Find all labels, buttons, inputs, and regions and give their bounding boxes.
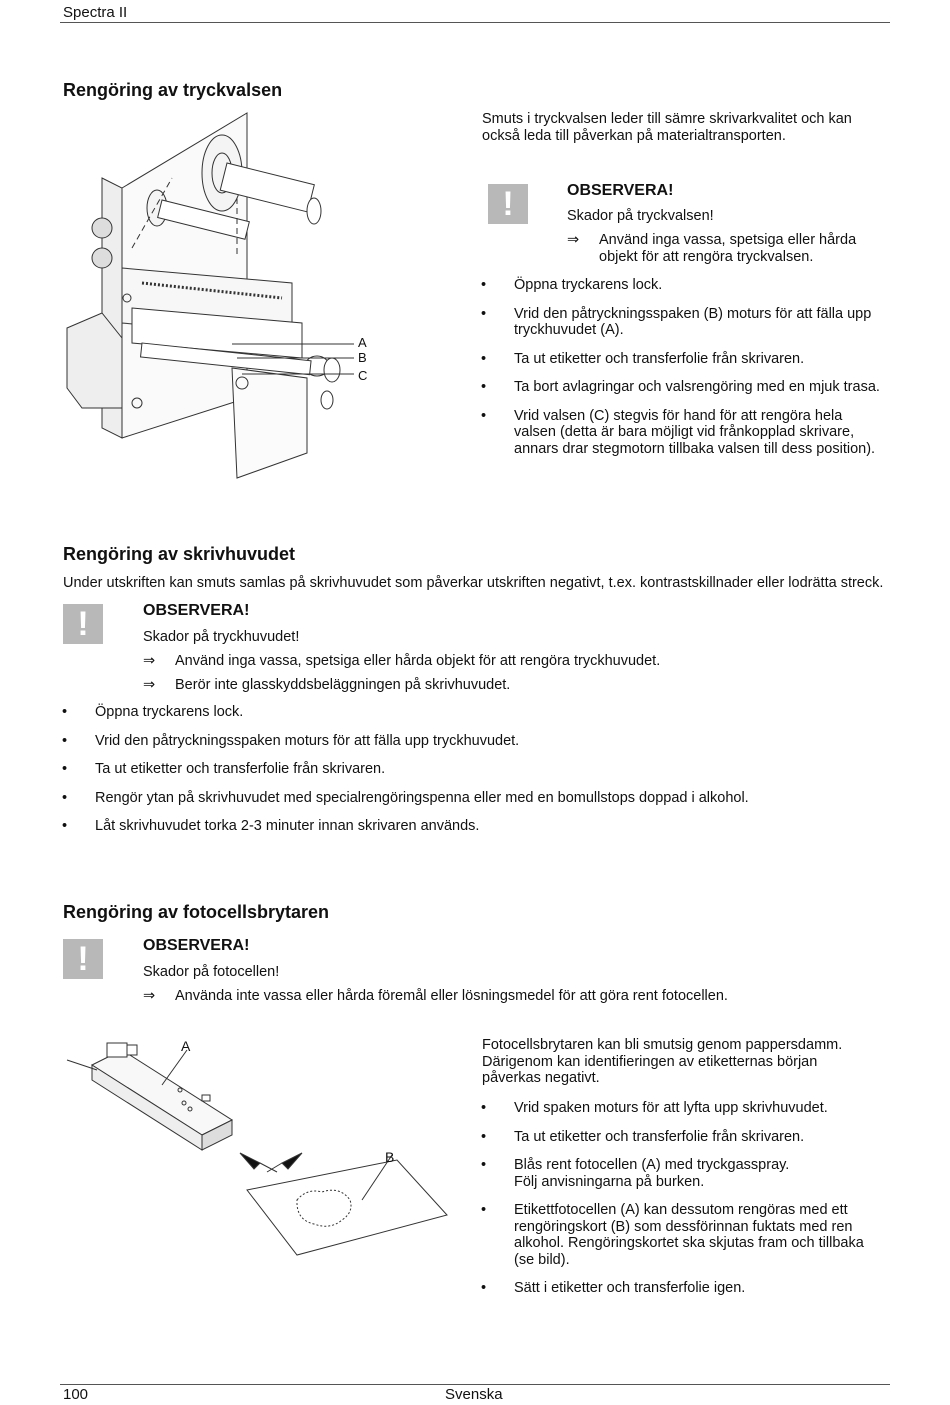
warning-arrow-list	[567, 232, 869, 265]
list-item: • Vrid spaken moturs för att lyfta upp skrivhuvudet.	[481, 1100, 828, 1116]
warning-arrow-item: ⇒ Berör inte glasskyddsbeläggningen på skrivhuvudet.	[143, 676, 511, 693]
header-divider	[60, 22, 890, 23]
list-item: • Ta bort avlagringar och valsrengöring med en mjuk trasa.	[481, 379, 880, 395]
warning-icon	[488, 184, 528, 224]
exclamation-icon: !	[502, 185, 514, 223]
arrow-icon: ⇒	[567, 232, 580, 248]
warning-arrow-list	[143, 988, 875, 1005]
warning-icon	[63, 939, 103, 979]
warning-subtitle: Skador på fotocellen!	[143, 964, 280, 980]
list-item: • Rengör ytan på skrivhuvudet med specialrengöringspenna eller med en bomullstops doppad i alkohol.	[62, 789, 749, 806]
section-title-tryckvalsen: Rengöring av tryckvalsen	[63, 80, 283, 100]
list-item: • Öppna tryckarens lock.	[62, 704, 244, 720]
warning-title: OBSERVERA!	[567, 182, 674, 199]
list-item: • Ta ut etiketter och transferfolie från skrivaren.	[62, 761, 386, 777]
list-item: • Vrid den påtryckningsspaken (B) moturs för att fälla upp tryckhuvudet (A).	[481, 305, 872, 338]
section-intro-skrivhuvudet: Under utskriften kan smuts samlas på skrivhuvudet som påverkar utskriften negativt, t.ex. kontrastskillnader eller lodrätta streck.	[63, 575, 884, 591]
steps-list-skrivhuvudet	[62, 704, 885, 835]
list-item: • Etikettfotocellen (A) kan dessutom rengöras med ett rengöringskort (B) som dessförinnan fuktats med ren alkohol. Rengöringskortet ska skjutas fram och tillbaka (se bild).	[481, 1202, 864, 1268]
arrow-icon: ⇒	[143, 988, 156, 1004]
exclamation-icon: !	[77, 605, 89, 643]
list-item: • Ta ut etiketter och transferfolie från skrivaren.	[481, 350, 805, 367]
arrow-icon: ⇒	[143, 653, 156, 669]
exclamation-icon: !	[77, 940, 89, 978]
warning-subtitle: Skador på tryckvalsen!	[567, 208, 714, 224]
list-item: • Låt skrivhuvudet torka 2-3 minuter innan skrivaren används.	[62, 818, 480, 834]
warning-icon	[63, 604, 103, 644]
steps-list-tryckvalsen	[481, 277, 884, 457]
warning-arrow-item: ⇒ Använda inte vassa eller hårda föremål eller lösningsmedel för att göra rent fotocellen.	[143, 988, 728, 1004]
list-item: • Ta ut etiketter och transferfolie från skrivaren.	[481, 1128, 805, 1145]
list-item: • Vrid den påtryckningsspaken moturs för att fälla upp tryckhuvudet.	[62, 732, 520, 749]
figure-label-a: A	[358, 335, 367, 350]
list-item: • Öppna tryckarens lock.	[481, 277, 663, 293]
arrow-icon: ⇒	[143, 676, 156, 693]
section-intro-tryckvalsen: Smuts i tryckvalsen leder till sämre skrivarkvalitet och kan också leda till påverkan på materialtransporten.	[482, 111, 852, 144]
warning-title: OBSERVERA!	[143, 937, 250, 954]
section-title-skrivhuvudet: Rengöring av skrivhuvudet	[63, 544, 296, 564]
figure-label-c: C	[358, 368, 368, 383]
list-item: • Sätt i etiketter och transferfolie igen.	[481, 1280, 746, 1296]
figure-label-b: B	[385, 1149, 395, 1165]
figure-label-b: B	[358, 350, 367, 365]
list-item: • Vrid valsen (C) stegvis för hand för att rengöra hela valsen (detta är bara möjligt vid frånkopplad skrivare, annars drar stegmotorn tillbaka valsen till dess position).	[481, 407, 876, 457]
warning-arrow-list	[143, 653, 875, 693]
warning-title: OBSERVERA!	[143, 602, 250, 619]
footer-language: Svenska	[445, 1386, 503, 1403]
warning-arrow-item: ⇒ Använd inga vassa, spetsiga eller hårda objekt för att rengöra tryckvalsen.	[567, 232, 857, 265]
section-title-fotocellsbrytaren: Rengöring av fotocellsbrytaren	[63, 902, 330, 922]
page-number: 100	[63, 1386, 89, 1403]
section-intro-fotocellsbrytaren: Fotocellsbrytaren kan bli smutsig genom pappersdamm. Därigenom kan identifieringen av etiketternas början påverkas negativt.	[482, 1037, 843, 1086]
warning-arrow-item: ⇒ Använd inga vassa, spetsiga eller hårda objekt för att rengöra tryckhuvudet.	[143, 653, 661, 669]
list-item: • Blås rent fotocellen (A) med tryckgasspray. Följ anvisningarna på burken.	[481, 1157, 790, 1190]
steps-list-fotocellsbrytaren	[481, 1100, 874, 1297]
figure-label-a: A	[181, 1038, 191, 1054]
header-title: Spectra II	[63, 4, 128, 21]
photocell-figure	[62, 1035, 462, 1265]
printer-mechanism-figure	[62, 108, 382, 498]
warning-subtitle: Skador på tryckhuvudet!	[143, 629, 300, 645]
footer-divider	[60, 1384, 890, 1385]
